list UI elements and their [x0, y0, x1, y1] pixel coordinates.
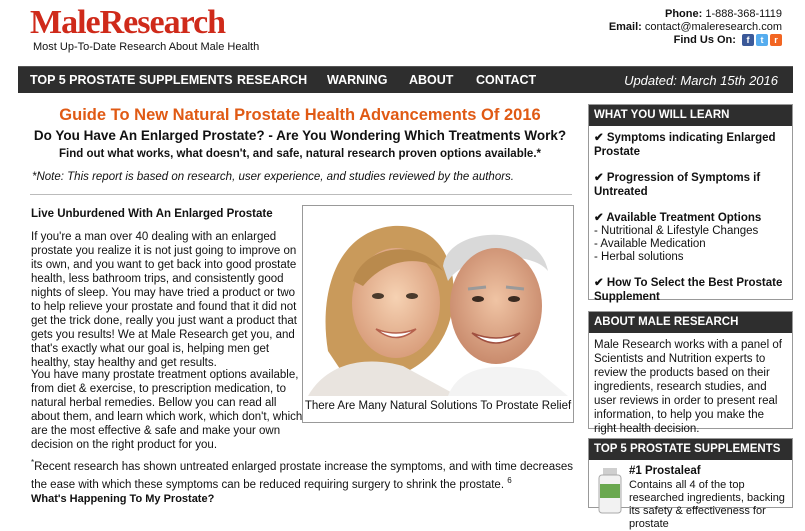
about-heading: ABOUT MALE RESEARCH [589, 312, 792, 333]
supplement-title[interactable]: #1 Prostaleaf [629, 465, 701, 477]
email-label: Email: [608, 21, 642, 33]
site-header [0, 0, 805, 66]
image-caption: There Are Many Natural Solutions To Prostate Relief [304, 400, 572, 412]
updated-date: Updated: March 15th 2016 [624, 73, 778, 88]
find-us-label: Find Us On: [673, 34, 736, 46]
top5-panel [588, 438, 793, 530]
page-title: Guide To New Natural Prostate Health Advancements Of 2016 [59, 106, 541, 124]
learn-heading: WHAT YOU WILL LEARN [589, 105, 792, 126]
report-note: *Note: This report is based on research, user experience, and studies reviewed by the authors. [32, 171, 514, 183]
about-panel [588, 311, 793, 435]
section-heading: Live Unburdened With An Enlarged Prostate [31, 208, 273, 220]
supplement-item[interactable] [589, 460, 792, 530]
options-paragraph: You have many prostate treatment options available, from diet & exercise, to prescription medication, to natural herbal remedies. Bellow you can read all about them, and learn which work, which don't, which are the most effective & safe and make your own decision on the right product for you. [31, 369, 303, 451]
about-text: Male Research works with a panel of Scientists and Nutrition experts to review the products based on their ingredients, research studies, and user reviews in order to present real information, to help you make the right health decision. [594, 339, 782, 435]
email-link[interactable]: contact@maleresearch.com [644, 21, 782, 33]
site-tagline: Most Up-To-Date Research About Male Health [33, 41, 260, 53]
asterisk-mark: * [31, 458, 35, 467]
learn-item-title[interactable]: ✔ Available Treatment Options [594, 212, 762, 224]
nav-research[interactable]: RESEARCH [237, 73, 308, 87]
phone-label: Phone: [665, 8, 703, 20]
learn-panel [588, 104, 793, 303]
learn-item[interactable]: ✔ Progression of Symptoms if Untreated [594, 172, 761, 198]
page-subtitle: Do You Have An Enlarged Prostate? - Are You Wondering Which Treatments Work? [33, 128, 567, 143]
learn-subitem: - Herbal solutions [594, 251, 684, 263]
learn-item[interactable]: ✔ Symptoms indicating Enlarged Prostate [594, 132, 776, 158]
prostate-heading: What's Happening To My Prostate? [31, 493, 215, 505]
research-paragraph [31, 456, 576, 492]
footnote-ref[interactable]: 6 [507, 475, 512, 485]
research-text: Recent research has shown untreated enlarged prostate increase the symptoms, and with time decreases the ease with which these symptoms can be reduced requiring surgery to shrink the prostate. [31, 460, 573, 491]
phone-number[interactable]: 1-888-368-1119 [705, 8, 782, 20]
top5-heading: TOP 5 PROSTATE SUPPLEMENTS [589, 439, 792, 460]
divider [30, 194, 572, 195]
facebook-icon[interactable]: f [742, 34, 754, 46]
twitter-icon[interactable]: t [756, 34, 768, 46]
feature-image-box [302, 205, 574, 423]
learn-item[interactable]: ✔ How To Select the Best Prostate Supplement [594, 277, 783, 303]
nav-contact[interactable]: CONTACT [476, 73, 537, 87]
nav-top5-supplements[interactable]: TOP 5 PROSTATE SUPPLEMENTS [30, 73, 233, 87]
social-links [742, 34, 782, 46]
nav-about[interactable]: ABOUT [409, 73, 454, 87]
contact-info [609, 8, 782, 47]
rss-icon[interactable]: r [770, 34, 782, 46]
nav-warning[interactable]: WARNING [327, 73, 388, 87]
learn-item-treatment [594, 211, 788, 264]
bottle-icon [597, 468, 623, 514]
site-logo[interactable]: MaleResearch [30, 4, 226, 41]
learn-list [589, 126, 792, 304]
supplement-desc: Contains all 4 of the top researched ingredients, backing its safety & effectiveness for prostate [629, 479, 785, 530]
learn-subitem: - Nutritional & Lifestyle Changes [594, 225, 759, 237]
couple-photo [308, 211, 568, 396]
page-subtitle-2: Find out what works, what doesn't, and safe, natural research proven options available.* [58, 148, 541, 160]
main-nav [18, 66, 793, 93]
intro-paragraph: If you're a man over 40 dealing with an enlarged prostate you realize it is not just going to improve on its own, and you want to get back into good prostate health, less bathroom trips, and consistently good nights of sleep. You may have tried a product or two to help relieve your prostate and found that it did not get the trick done, really you just want a product that gets you results! We at Male Research get you, and that's exactly what our goal is, helping men get healthy, stay healthy and get results. [31, 231, 297, 369]
learn-subitem: - Available Medication [594, 238, 706, 250]
